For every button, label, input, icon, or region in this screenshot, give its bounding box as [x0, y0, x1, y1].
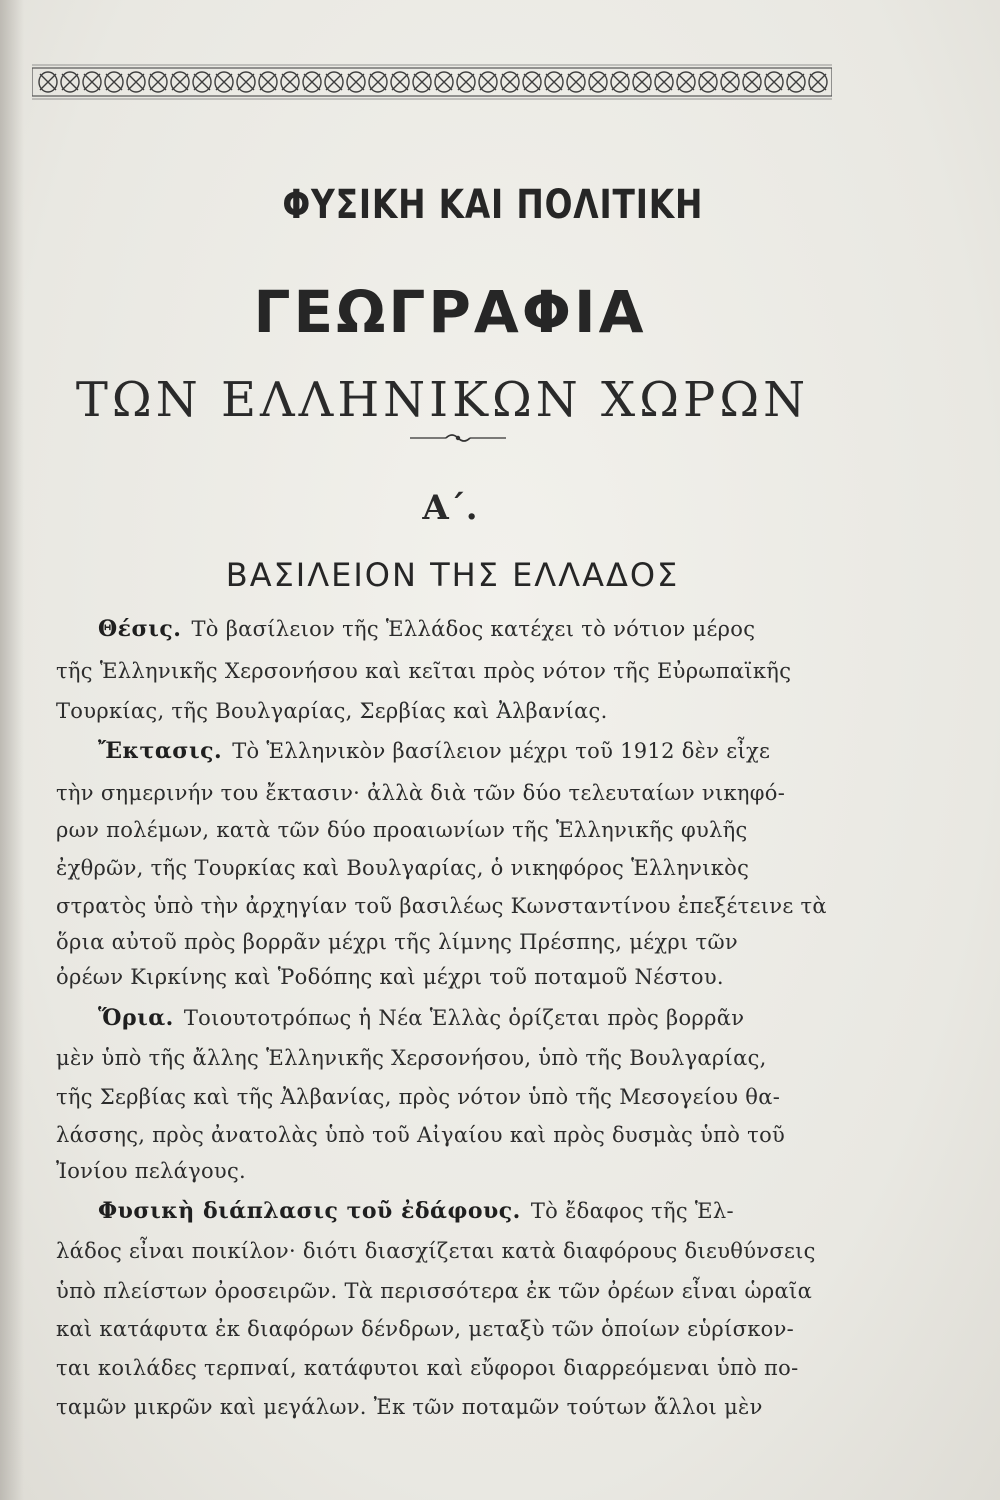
section-title: ΒΑΣΙΛΕΙΟΝ ΤΗΣ ΕΛΛΑΔΟΣ	[225, 556, 680, 594]
border-ornament-cross	[216, 74, 232, 90]
line-text: στρατὸς ὑπὸ τὴν ἀρχηγίαν τοῦ βασιλέως Κωνσταντίνου ἐπεξέτεινε τὰ	[56, 894, 827, 918]
line-text: ὀρέων Κιρκίνης καὶ Ῥοδόπης καὶ μέχρι τοῦ ποταμοῦ Νέστου.	[56, 965, 724, 989]
border-ornament-cross	[546, 74, 562, 90]
line-text: Ἰονίου πελάγους.	[56, 1159, 247, 1183]
text-line	[56, 1120, 856, 1150]
border-ornament-cross	[436, 74, 452, 90]
line-text: λάσσης, πρὸς ἀνατολὰς ὑπὸ τοῦ Αἰγαίου καὶ πρὸς δυσμὰς ὑπὸ τοῦ	[56, 1123, 786, 1147]
line-text: ἐχθρῶν, τῆς Τουρκίας καὶ Βουλγαρίας, ὁ νικηφόρος Ἑλληνικὸς	[56, 856, 750, 880]
border-ornament-cross	[414, 74, 430, 90]
part-number: Α΄.	[422, 488, 478, 528]
border-ornament-cross	[62, 74, 78, 90]
text-line	[56, 696, 856, 726]
text-line	[56, 853, 856, 883]
text-line	[56, 891, 856, 921]
border-ornament-cross	[106, 74, 122, 90]
border-ornament-cross	[612, 74, 628, 90]
text-line	[98, 1003, 898, 1033]
border-ornament-cross	[656, 74, 672, 90]
paragraph-heading: Φυσικὴ διάπλασις τοῦ ἐδάφους.	[98, 1198, 521, 1224]
border-ornament-cross	[172, 74, 188, 90]
border-ornament-cross	[348, 74, 364, 90]
paragraph-heading: Ἔκτασις.	[98, 738, 223, 764]
border-ornament-cross	[744, 74, 760, 90]
text-line	[56, 656, 856, 686]
text-line	[56, 1236, 856, 1266]
border-ornament-cross	[260, 74, 276, 90]
border-ornament-cross	[194, 74, 210, 90]
paragraph-heading: Θέσις.	[98, 616, 182, 642]
border-ornament-cross	[634, 74, 650, 90]
text-line	[98, 1196, 898, 1226]
border-ornament-cross	[524, 74, 540, 90]
title-divider-ornament	[408, 430, 508, 446]
border-ornament-cross	[700, 74, 716, 90]
line-text: λάδος εἶναι ποικίλον· διότι διασχίζεται κατὰ διαφόρους διευθύνσεις	[56, 1239, 816, 1263]
line-text: ρων πολέμων, κατὰ τῶν δύο προαιωνίων τῆς Ἑλληνικῆς φυλῆς	[56, 818, 748, 842]
line-text: Τὸ βασίλειον τῆς Ἑλλάδος κατέχει τὸ νότιον μέρος	[191, 617, 756, 641]
text-line	[56, 1156, 856, 1186]
title-line-1: ΦΥΣΙΚΗ ΚΑΙ ΠΟΛΙΤΙΚΗ	[282, 182, 704, 228]
text-line	[56, 1392, 856, 1422]
border-ornament-cross	[150, 74, 166, 90]
page-binding-shadow	[0, 0, 24, 1500]
border-ornament-cross	[590, 74, 606, 90]
text-line	[98, 614, 898, 644]
border-ornament-cross	[502, 74, 518, 90]
line-text: καὶ κατάφυτα ἐκ διαφόρων δένδρων, μεταξὺ τῶν ὁποίων εὑρίσκον-	[56, 1317, 795, 1341]
border-ornament-cross	[458, 74, 474, 90]
border-ornament-cross	[722, 74, 738, 90]
border-ornament-cross	[788, 74, 804, 90]
line-text: Τὸ Ἑλληνικὸν βασίλειον μέχρι τοῦ 1912 δὲν εἶχε	[232, 739, 771, 763]
line-text: Τοιουτοτρόπως ἡ Νέα Ἑλλὰς ὁρίζεται πρὸς βορρᾶν	[183, 1006, 745, 1030]
border-ornament-cross	[810, 74, 826, 90]
border-ornament-cross	[238, 74, 254, 90]
line-text: μὲν ὑπὸ τῆς ἄλλης Ἑλληνικῆς Χερσονήσου, ὑπὸ τῆς Βουλγαρίας,	[56, 1046, 767, 1070]
title-line-3: ΤΩΝ ΕΛΛΗΝΙΚΩΝ ΧΩΡΩΝ	[75, 372, 810, 428]
line-text: τῆς Σερβίας καὶ τῆς Ἀλβανίας, πρὸς νότον ὑπὸ τῆς Μεσογείου θα-	[56, 1085, 781, 1109]
border-ornament-cross	[370, 74, 386, 90]
border-ornament-cross	[678, 74, 694, 90]
line-text: ὅρια αὐτοῦ πρὸς βορρᾶν μέχρι τῆς λίμνης Πρέσπης, μέχρι τῶν	[56, 930, 738, 954]
line-text: Τὸ ἔδαφος τῆς Ἑλ-	[530, 1199, 734, 1223]
paragraph-heading: Ὅρια.	[98, 1005, 174, 1031]
line-text: ται κοιλάδες τερπναί, κατάφυτοι καὶ εὔφοροι διαρρεόμεναι ὑπὸ πο-	[56, 1356, 799, 1380]
line-text: ταμῶν μικρῶν καὶ μεγάλων. Ἐκ τῶν ποταμῶν τούτων ἄλλοι μὲν	[56, 1395, 763, 1419]
text-line	[56, 1082, 856, 1112]
line-text: τὴν σημερινήν του ἔκτασιν· ἀλλὰ διὰ τῶν δύο τελευταίων νικηφό-	[56, 781, 786, 805]
border-ornament-cross	[766, 74, 782, 90]
text-line	[56, 927, 856, 957]
text-line	[98, 736, 898, 766]
border-ornament-cross	[40, 74, 56, 90]
border-ornament-cross	[304, 74, 320, 90]
border-ornament-cross	[326, 74, 342, 90]
text-line	[56, 1353, 856, 1383]
text-line	[56, 962, 856, 992]
line-text: ὑπὸ πλείστων ὀροσειρῶν. Τὰ περισσότερα ἐκ τῶν ὀρέων εἶναι ὡραῖα	[56, 1279, 813, 1303]
text-line	[56, 778, 856, 808]
title-line-2: ΓΕΩΓΡΑΦΙΑ	[253, 278, 647, 346]
border-ornament-cross	[282, 74, 298, 90]
border-ornament-cross	[480, 74, 496, 90]
border-ornament-cross	[84, 74, 100, 90]
text-line	[56, 1314, 856, 1344]
border-ornament-cross	[128, 74, 144, 90]
line-text: τῆς Ἑλληνικῆς Χερσονήσου καὶ κεῖται πρὸς νότον τῆς Εὐρωπαϊκῆς	[56, 659, 792, 683]
text-line	[56, 815, 856, 845]
line-text: Τουρκίας, τῆς Βουλγαρίας, Σερβίας καὶ Ἀλβανίας.	[56, 699, 608, 723]
border-ornament-cross	[392, 74, 408, 90]
text-line	[56, 1043, 856, 1073]
decorative-header-border	[32, 62, 832, 102]
text-line	[56, 1276, 856, 1306]
border-ornament-cross	[568, 74, 584, 90]
